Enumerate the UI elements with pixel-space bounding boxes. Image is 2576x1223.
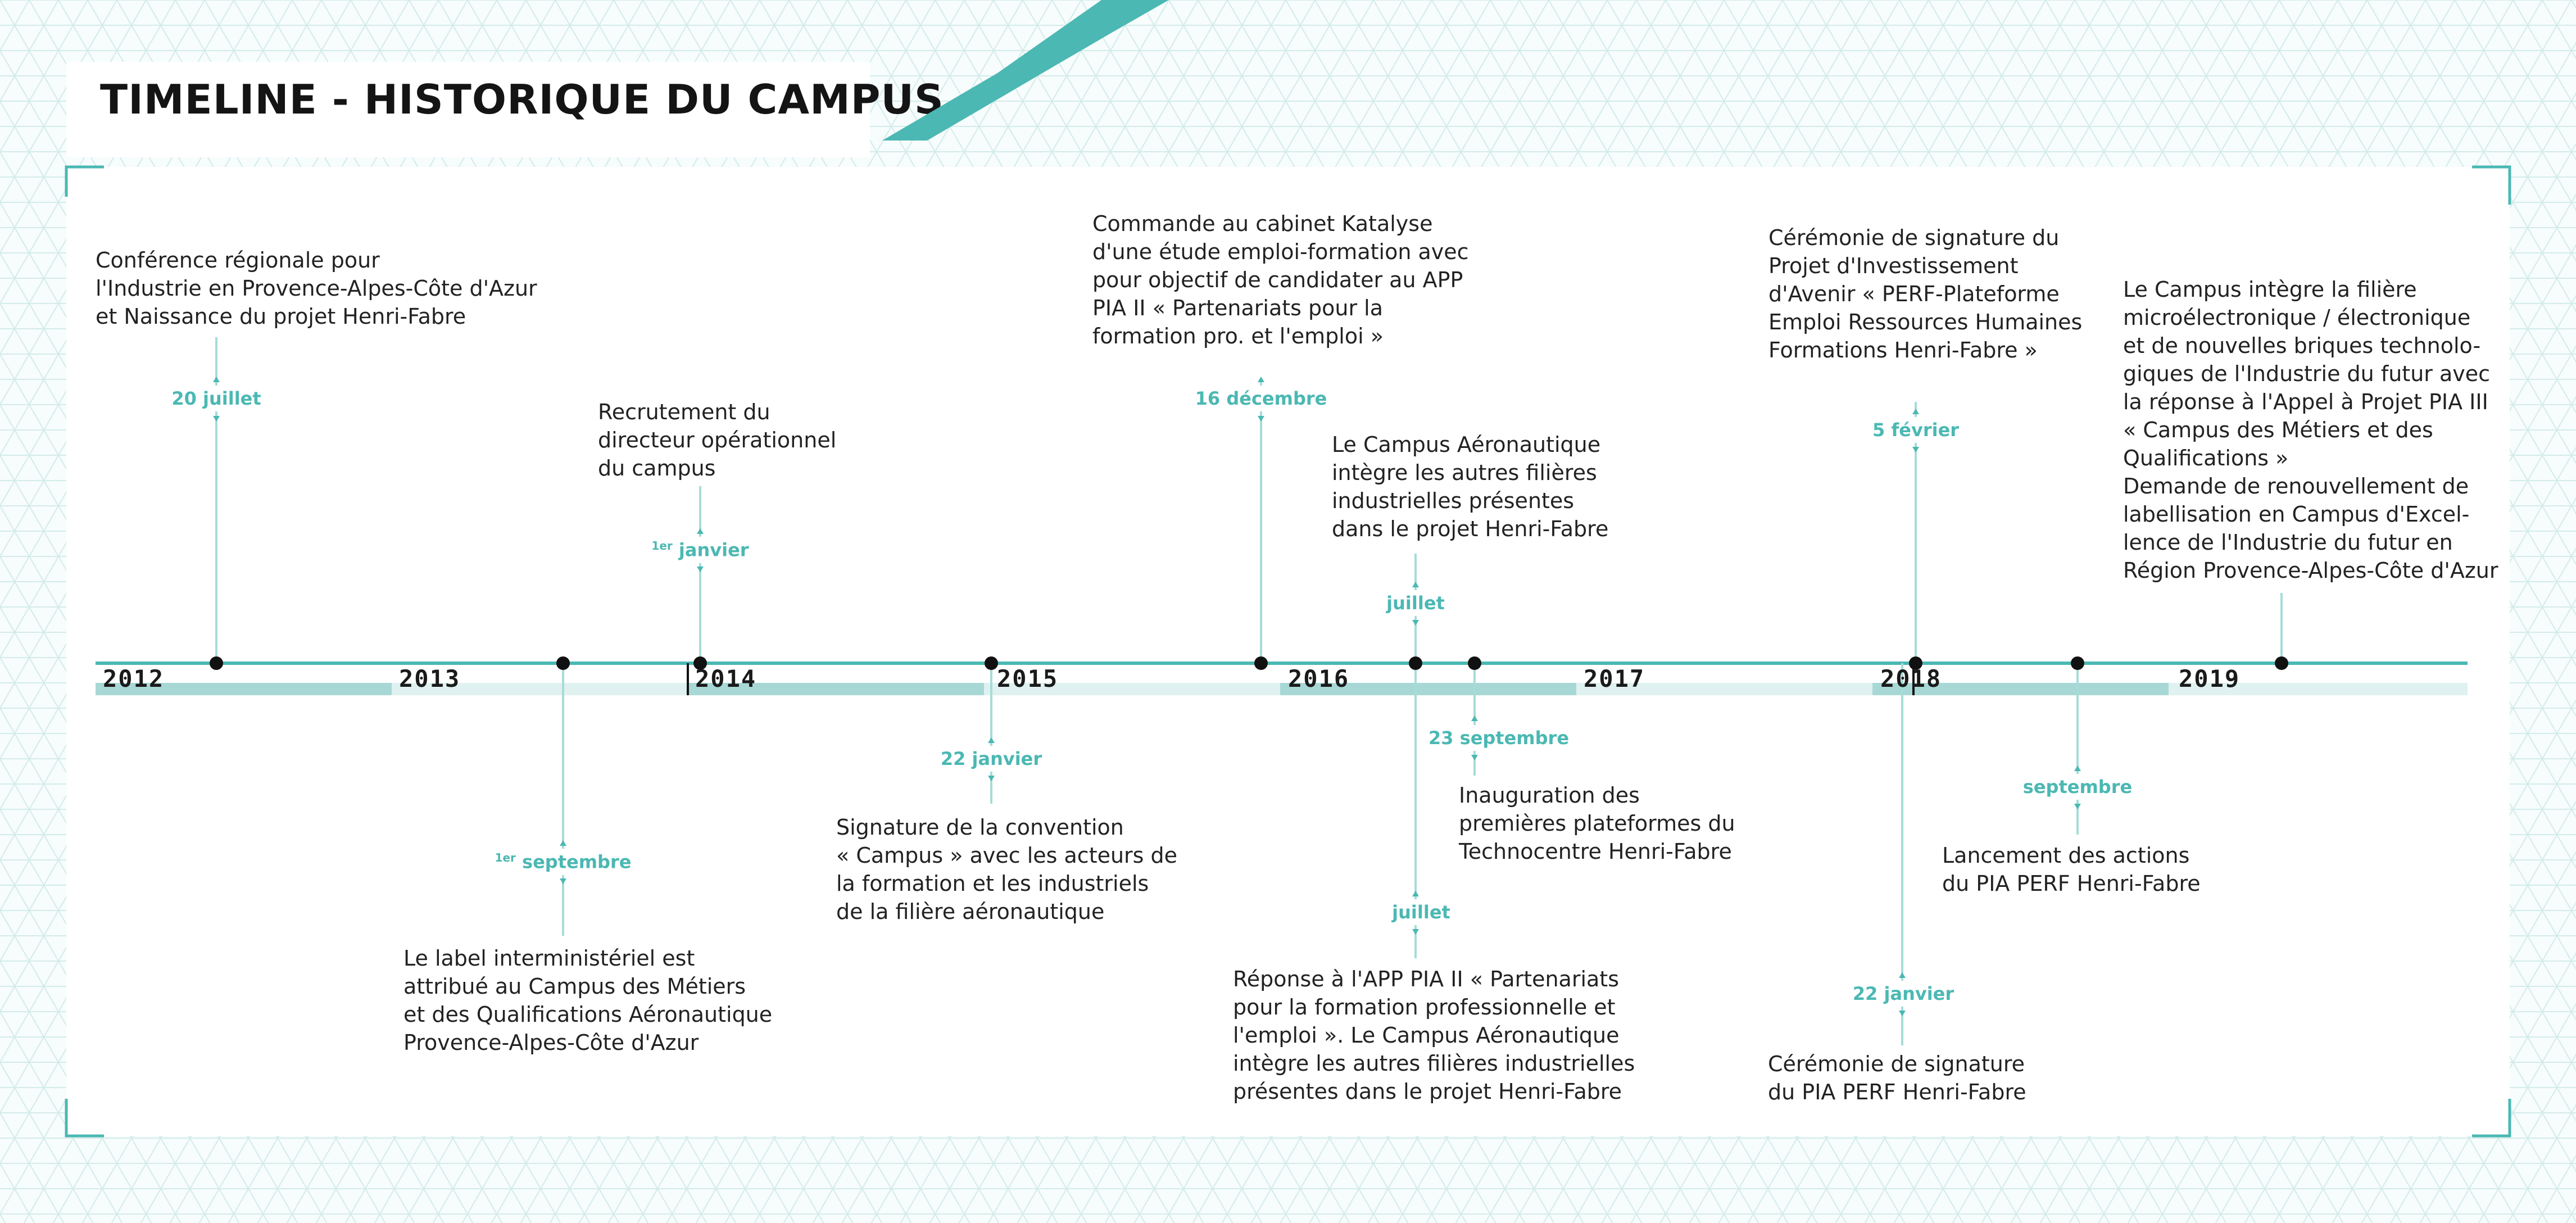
event-text: Signature de la convention « Campus » avec les acteurs de la formation et les industriels de la filière aéronautique <box>836 815 1178 924</box>
event-text: Cérémonie de signature du Projet d'Investissement d'Avenir « PERF-Plateforme Emploi Ressources Humaines Formations Henri-Fabre » <box>1768 225 2083 363</box>
arrow-down <box>1258 416 1264 422</box>
corner-bracket-top-right <box>2472 167 2510 205</box>
year-label-2016: 2016 <box>1288 665 1350 692</box>
arrow-up <box>1412 891 1419 896</box>
event-text: Commande au cabinet Katalyse d'une étude emploi-formation avec pour objectif de candidater au APP PIA II « Partenariats pour la formation pro. et l'emploi » <box>1092 211 1469 348</box>
decorative-ribbon <box>882 73 1042 141</box>
event-text: Recrutement du directeur opérationnel du campus <box>598 400 837 481</box>
year-label-2017: 2017 <box>1584 665 1645 692</box>
event-text: Le Campus intègre la filière microélectronique / électronique et de nouvelles briques technolo- giques de l'Industrie du futur avec la réponse à l'Appel à Projet PIA III « Campus des Métiers et des Qualifications » Demande de renouvellement de labellisation en Campus d'Excel- lence de l'Industrie du futur en Région Provence-Alpes-Côte d'Azur <box>2123 277 2498 583</box>
arrow-down <box>1912 447 1919 452</box>
year-label-2012: 2012 <box>103 665 165 692</box>
event-dot <box>1254 656 1268 670</box>
page-title: TIMELINE - HISTORIQUE DU CAMPUS <box>100 76 944 123</box>
date-label: $^{1er}$ septembre <box>492 849 635 875</box>
event-dot <box>985 656 998 670</box>
arrow-down <box>1471 755 1478 760</box>
arrow-down <box>697 567 704 572</box>
arrow-down <box>1412 620 1419 626</box>
event-text: Lancement des actions du PIA PERF Henri-Fabre <box>1942 843 2201 896</box>
event-dot <box>1468 656 1481 670</box>
arrow-down <box>213 416 220 422</box>
event-text: Réponse à l'APP PIA II « Partenariats pour la formation professionnelle et l'emploi ». Le Campus Aéronautique intègre les autres filières industrielles présentes dans le projet Henri-Fabre <box>1233 967 1635 1104</box>
arrow-down <box>1899 1011 1906 1016</box>
event-dot <box>556 656 570 670</box>
arrow-down <box>988 776 995 781</box>
year-label-2018: 2018 <box>1880 665 1942 692</box>
arrow-down <box>560 878 566 884</box>
date-label: 20 juillet <box>168 386 264 411</box>
arrow-up <box>560 840 566 846</box>
event-text: Inauguration des premières plateformes du Technocentre Henri-Fabre <box>1459 783 1735 864</box>
date-label: juillet <box>1389 899 1454 925</box>
arrow-down <box>1412 929 1419 935</box>
corner-bracket-bottom-right <box>2472 1099 2510 1136</box>
arrow-up <box>2074 765 2081 771</box>
year-label-2014: 2014 <box>695 665 757 692</box>
event-dot <box>2275 656 2288 670</box>
date-label: 22 janvier <box>937 746 1045 772</box>
decorative-ribbon-accent <box>997 0 1169 73</box>
year-label-2019: 2019 <box>2179 665 2241 692</box>
event-text: Cérémonie de signature du PIA PERF Henri-Fabre <box>1768 1052 2026 1104</box>
arrow-up <box>988 737 995 743</box>
arrow-up <box>697 528 704 534</box>
event-text: Conférence régionale pour l'Industrie en Provence-Alpes-Côte d'Azur et Naissance du projet Henri-Fabre <box>96 248 537 329</box>
event-text: Le label interministériel est attribué au Campus des Métiers et des Qualifications Aéronautique Provence-Alpes-Côte d'Azur <box>403 946 773 1055</box>
arrow-up <box>1258 377 1264 382</box>
date-label: 22 janvier <box>1849 981 1957 1007</box>
arrow-up <box>213 377 220 382</box>
arrow-up <box>1899 972 1906 978</box>
date-label: juillet <box>1383 590 1448 616</box>
event-dot <box>2071 656 2084 670</box>
arrow-up <box>1412 582 1419 587</box>
date-label: septembre <box>2020 774 2135 800</box>
corner-bracket-top-left <box>66 167 104 197</box>
event-dot <box>1409 656 1422 670</box>
corner-bracket-bottom-left <box>66 1099 104 1136</box>
date-label: 5 février <box>1869 417 1962 443</box>
date-label: 23 septembre <box>1425 725 1572 751</box>
date-label: $^{1er}$ janvier <box>648 537 752 563</box>
year-label-2013: 2013 <box>399 665 461 692</box>
year-label-2015: 2015 <box>997 665 1059 692</box>
arrow-down <box>2074 804 2081 809</box>
event-dot <box>210 656 223 670</box>
arrow-up <box>1912 409 1919 414</box>
date-label: 16 décembre <box>1192 386 1331 411</box>
arrow-up <box>1471 715 1478 721</box>
event-text: Le Campus Aéronautique intègre les autres filières industrielles présentes dans le projet Henri-Fabre <box>1332 432 1609 541</box>
